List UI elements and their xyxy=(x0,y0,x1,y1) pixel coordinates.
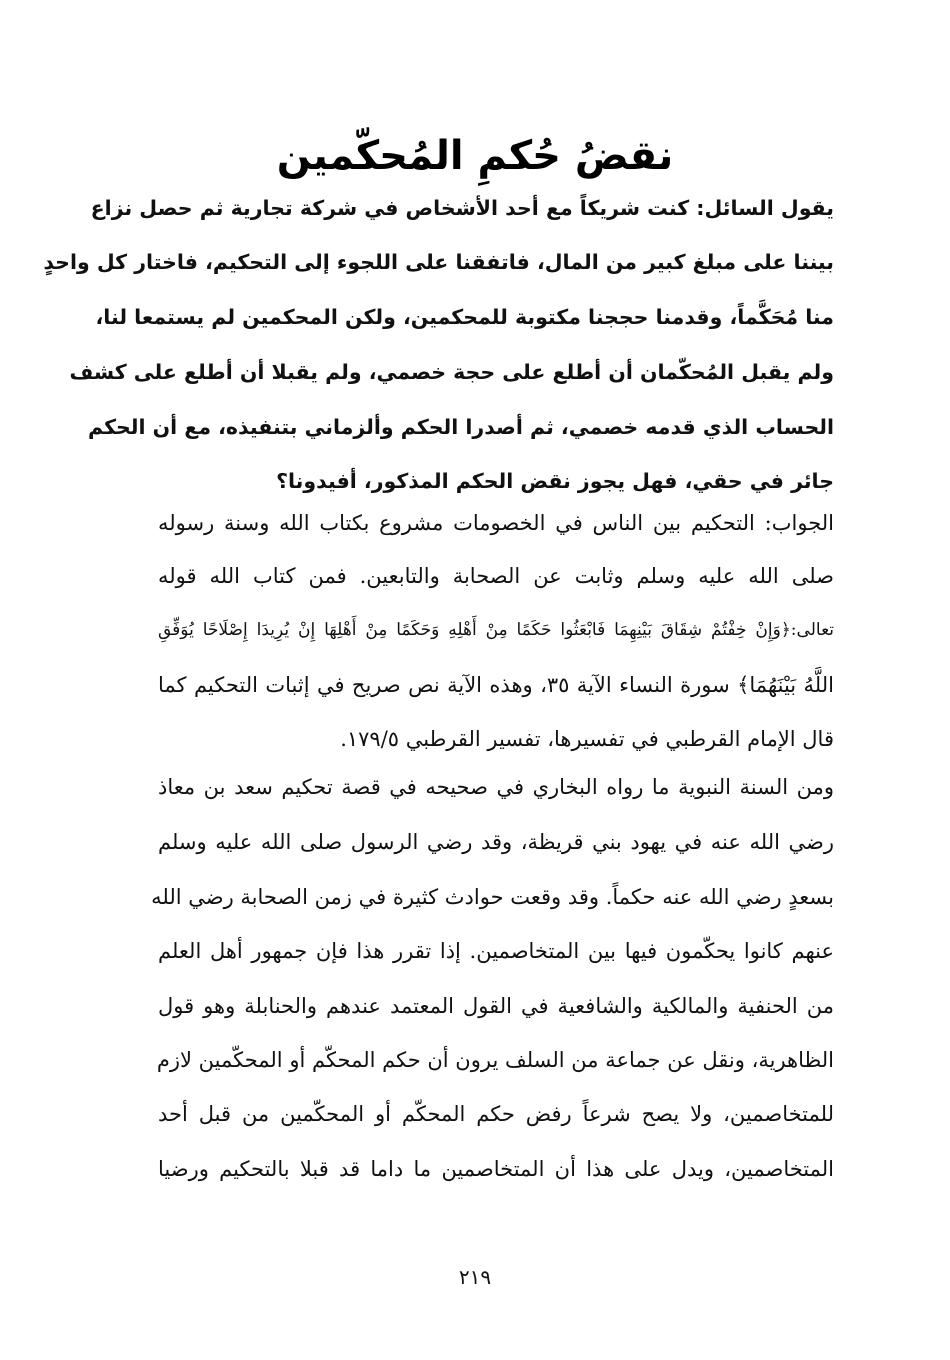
sunnah-line-8: المتخاصمين، ويدل على هذا أن المتخاصمين ما داما قد قبلا بالتحكيم ورضيا xyxy=(158,1157,834,1181)
page-title: نقضُ حُكمِ المُحكّمين xyxy=(276,133,674,179)
sunnah-line-6: الظاهرية، ونقل عن جماعة من السلف يرون أن حكم المحكّم أو المحكّمين لازم xyxy=(156,1048,834,1072)
answer-line-1: الجواب: التحكيم بين الناس في الخصومات مشروع بكتاب الله وسنة رسوله xyxy=(158,511,834,535)
answer-line-5: قال الإمام القرطبي في تفسيرها، تفسير القرطبي ١٧٩/٥. xyxy=(340,727,834,751)
answer-line-4: اللَّهُ بَيْنَهُمَا﴾ سورة النساء الآية ٣٥، وهذه الآية نص صريح في إثبات التحكيم كما xyxy=(158,673,834,697)
sunnah-line-5: من الحنفية والمالكية والشافعية في القول المعتمد عندهم والحنابلة وهو قول xyxy=(158,994,834,1018)
question-line-1: يقول السائل: كنت شريكاً مع أحد الأشخاص في شركة تجارية ثم حصل نزاع xyxy=(90,196,834,220)
sunnah-line-7: للمتخاصمين، ولا يصح شرعاً رفض حكم المحكّم أو المحكّمين من قبل أحد xyxy=(158,1102,834,1126)
question-line-4: ولم يقبل المُحكّمان أن أطلع على حجة خصمي، ولم يقبلا أن أطلع على كشف xyxy=(69,360,834,384)
question-line-6: جائر في حقي، فهل يجوز نقض الحكم المذكور، أفيدونا؟ xyxy=(276,469,834,493)
page-number: ٢١٩ xyxy=(458,1265,492,1289)
sunnah-line-1: ومن السنة النبوية ما رواه البخاري في صحيحه في قصة تحكيم سعد بن معاذ xyxy=(158,775,834,799)
answer-line-2: صلى الله عليه وسلم وثابت عن الصحابة والتابعين. فمن كتاب الله قوله xyxy=(158,564,834,588)
question-line-2: بيننا على مبلغ كبير من المال، فاتفقنا على اللجوء إلى التحكيم، فاختار كل واحدٍ xyxy=(43,250,834,274)
question-line-5: الحساب الذي قدمه خصمي، ثم أصدرا الحكم وألزماني بتنفيذه، مع أن الحكم xyxy=(88,415,834,439)
sunnah-line-4: عنهم كانوا يحكّمون فيها بين المتخاصمين. إذا تقرر هذا فإن جمهور أهل العلم xyxy=(158,939,834,963)
answer-line-3-quran: تعالى:﴿وَإِنْ خِفْتُمْ شِقَاقَ بَيْنِهِمَا فَابْعَثُوا حَكَمًا مِنْ أَهْلِهِ وَحَكَمًا مِنْ أَهْلِهَا إِنْ يُرِيدَا إِصْلَاحًا يُوَفِّقِ xyxy=(158,620,834,640)
sunnah-line-3: بسعدٍ رضي الله عنه حكماً. وقد وقعت حوادث كثيرة في زمن الصحابة رضي الله xyxy=(151,885,834,909)
question-line-3: منا مُحَكَّماً، وقدمنا حججنا مكتوبة للمحكمين، ولكن المحكمين لم يستمعا لنا، xyxy=(95,305,834,329)
sunnah-line-2: رضي الله عنه في يهود بني قريظة، وقد رضي الرسول صلى الله عليه وسلم xyxy=(158,830,834,854)
